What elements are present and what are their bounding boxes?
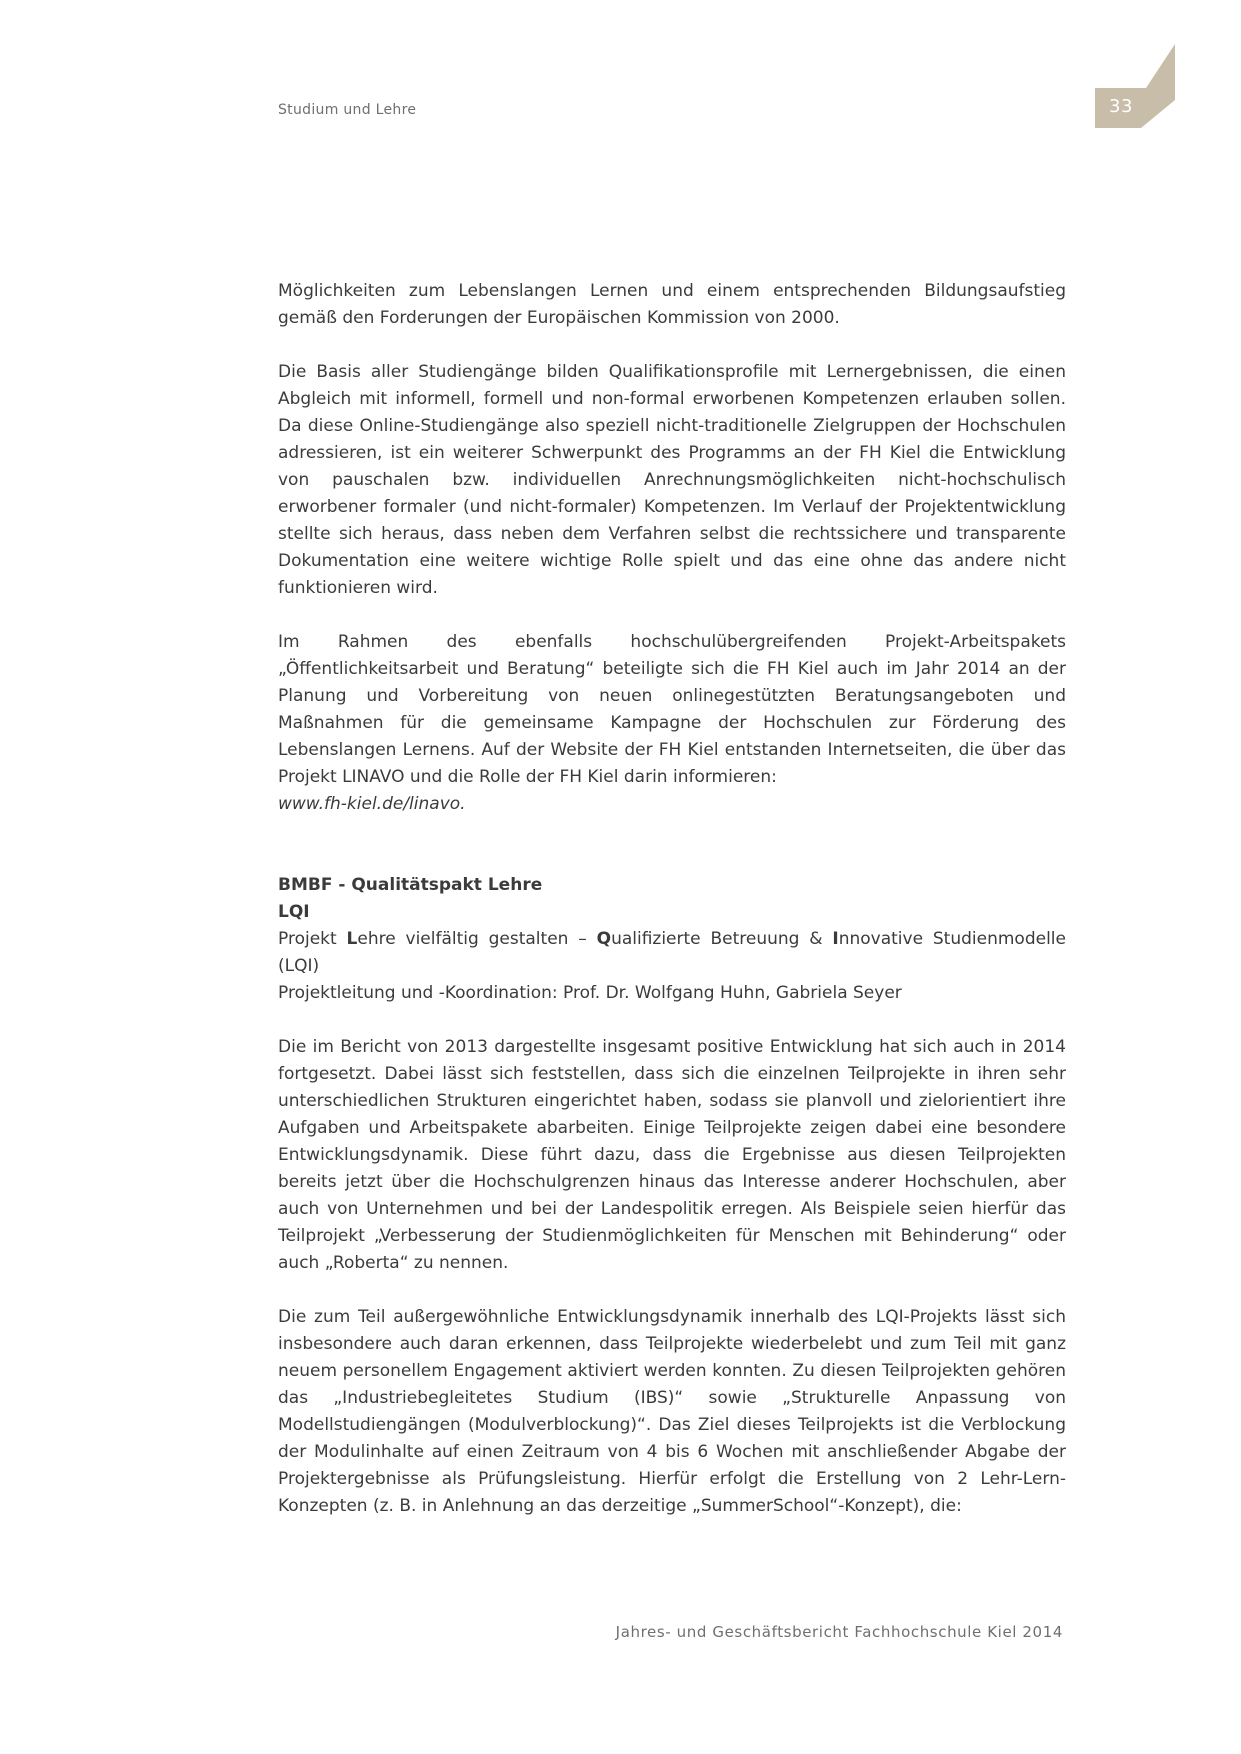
- page-number-badge: [1095, 44, 1183, 128]
- running-footer: Jahres- und Geschäftsbericht Fachhochschule Kiel 2014: [615, 1623, 1063, 1641]
- project-lead: Projektleitung und -Koordination: Prof. Dr. Wolfgang Huhn, Gabriela Seyer: [278, 983, 902, 1003]
- page-number: 33: [1109, 96, 1133, 117]
- running-header: Studium und Lehre: [278, 102, 417, 118]
- section-heading: BMBF - Qualitätspakt Lehre: [278, 875, 543, 895]
- title-initial: Q: [596, 929, 612, 949]
- title-initial: I: [832, 929, 839, 949]
- website-link[interactable]: www.fh-kiel.de/linavo.: [278, 794, 466, 814]
- paragraph: [278, 629, 1066, 818]
- title-part: nnovative Studienmodelle (LQI): [278, 929, 1066, 976]
- title-initial: L: [346, 929, 358, 949]
- body-text: [278, 278, 1066, 1520]
- title-part: Projekt: [278, 929, 347, 949]
- spacer: [278, 845, 1066, 872]
- project-block: [278, 872, 1066, 1007]
- title-part: ualifizierte Betreuung &: [611, 929, 833, 949]
- paragraph-text: Im Rahmen des ebenfalls hochschulübergreifenden Projekt-Arbeitspakets „Öffentlichkeitsarbeit und Beratung“ beteiligte sich die FH Kiel auch im Jahr 2014 an der Planung und Vorbereitung von neuen onlinegestützten Beratungsangeboten und Maßnahmen für die gemeinsame Kampagne der Hochschulen zur Förderung des Lebenslangen Lernens. Auf der Website der FH Kiel entstanden Internetseiten, die über das Projekt LINAVO und die Rolle der FH Kiel darin informieren:: [278, 632, 1066, 787]
- title-part: ehre vielfältig gestalten –: [357, 929, 597, 949]
- paragraph: Die Basis aller Studiengänge bilden Qualifikationsprofile mit Lernergebnissen, die einen Abgleich mit informell, formell und non-formal erworbenen Kompetenzen erlauben sollen. Da diese Online-Studiengänge also speziell nicht-traditionelle Zielgruppen der Hochschulen adressieren, ist ein weiterer Schwerpunkt des Programms an der FH Kiel die Entwicklung von pauschalen bzw. individuellen Anrechnungsmöglichkeiten nicht-hochschulisch erworbener formaler (und nicht-formaler) Kompetenzen. Im Verlauf der Projektentwicklung stellte sich heraus, dass neben dem Verfahren selbst die rechtssichere und transparente Dokumentation eine weitere wichtige Rolle spielt und das eine ohne das andere nicht funktionieren wird.: [278, 362, 1066, 598]
- paragraph: Möglichkeiten zum Lebenslangen Lernen und einem entsprechenden Bildungsaufstieg gemäß den Forderungen der Europäischen Kommission von 2000.: [278, 281, 1066, 328]
- project-acronym: LQI: [278, 902, 310, 922]
- paragraph: Die im Bericht von 2013 dargestellte insgesamt positive Entwicklung hat sich auch in 2014 fortgesetzt. Dabei lässt sich feststellen, dass sich die einzelnen Teilprojekte in ihren sehr unterschiedlichen Strukturen eingerichtet haben, sodass sie planvoll und zielorientiert ihre Aufgaben und Arbeitspakete abarbeiten. Einige Teilprojekte zeigen dabei eine besondere Entwicklungsdynamik. Diese führt dazu, dass die Ergebnisse aus diesen Teilprojekten bereits jetzt über die Hochschulgrenzen hinaus das Interesse anderer Hochschulen, aber auch von Unternehmen und bei der Landespolitik erregen. Als Beispiele seien hierfür das Teilprojekt „Verbesserung der Studienmöglichkeiten für Menschen mit Behinderung“ oder auch „Roberta“ zu nennen.: [278, 1037, 1066, 1273]
- paragraph: Die zum Teil außergewöhnliche Entwicklungsdynamik innerhalb des LQI-Projekts lässt sich insbesondere auch daran erkennen, dass Teilprojekte wiederbelebt und zum Teil mit ganz neuem personellem Engagement aktiviert werden konnten. Zu diesen Teilprojekten gehören das „Industriebegleitetes Studium (IBS)“ sowie „Strukturelle Anpassung von Modellstudiengängen (Modulverblockung)“. Das Ziel dieses Teilprojekts ist die Verblockung der Modulinhalte auf einen Zeitraum von 4 bis 6 Wochen mit anschließender Abgabe der Projektergebnisse als Prüfungsleistung. Hierfür erfolgt die Erstellung von 2 Lehr-Lern-Konzepten (z. B. in Anlehnung an das derzeitige „SummerSchool“-Konzept), die:: [278, 1307, 1066, 1516]
- project-title: [278, 926, 1066, 980]
